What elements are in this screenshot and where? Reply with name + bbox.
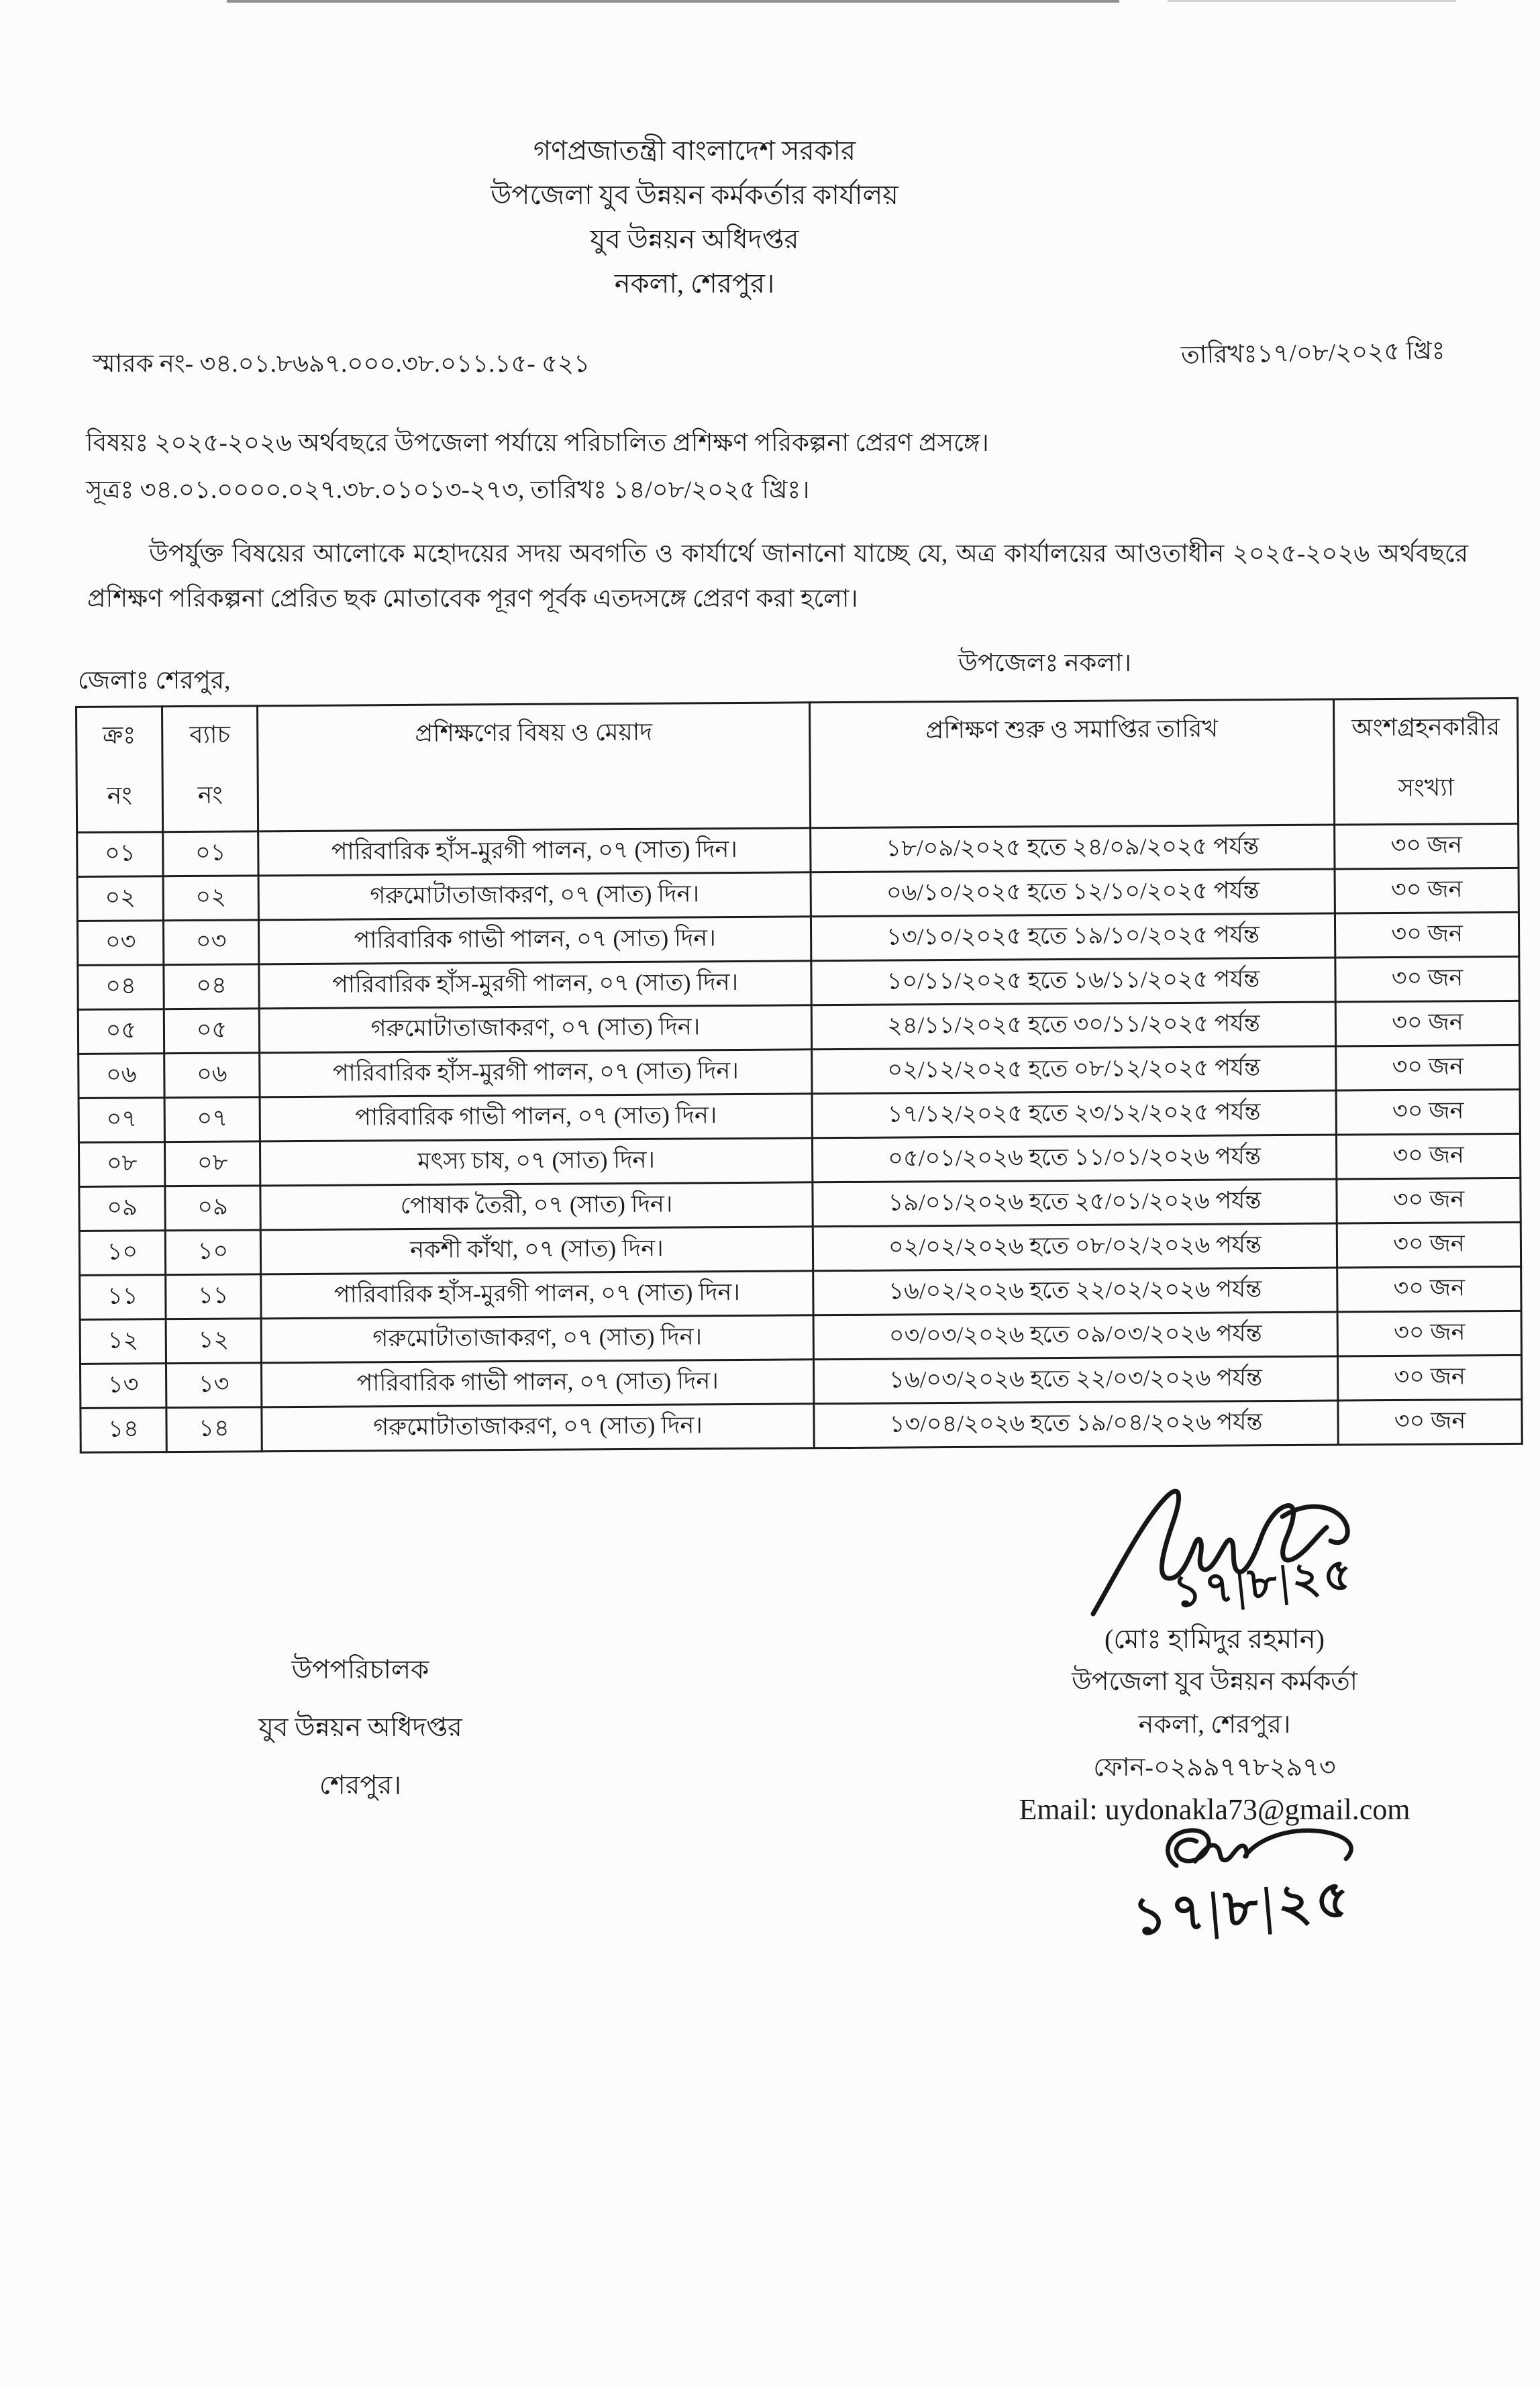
cell-serial: ০৭: [79, 1098, 164, 1143]
cell-serial: ০৮: [79, 1142, 164, 1187]
cell-participants: ৩০ জন: [1336, 1089, 1520, 1135]
handwritten-date: ১৭|৮|২৫: [1130, 1868, 1356, 1947]
memo-number: স্মারক নং- ৩৪.০১.৮৬৯৭.০০০.৩৮.০১১.১৫- ৫২১: [93, 350, 591, 378]
table-header-row: [76, 698, 1519, 832]
cell-batch: ০২: [163, 876, 258, 921]
cell-participants: ৩০ জন: [1337, 1178, 1521, 1223]
cell-dates: ১৭/১২/২০২৫ হতে ২৩/১২/২০২৫ পর্যন্ত: [812, 1090, 1336, 1138]
addressee-district: শেরপুর।: [319, 1771, 402, 1800]
signatory-block: [960, 1619, 1470, 1831]
body-paragraph: উপর্যুক্ত বিষয়ের আলোকে মহোদয়ের সদয় অবগতি ও কার্যার্থে জানানো যাচ্ছে যে, অত্র কার্যালয়ের আওতাধীন ২০২৫-২০২৬ অর্থবছরে প্রশিক্ষণ পরিকল্পনা প্রেরিত ছক মোতাবেক পূরণ পূর্বক এতদসঙ্গে প্রেরণ করা হলো।: [87, 540, 1468, 613]
cell-serial: ১১: [80, 1275, 166, 1320]
cell-subject: মৎস্য চাষ, ০৭ (সাত) দিন।: [260, 1138, 812, 1186]
cell-serial: ১৩: [80, 1364, 166, 1409]
header-serial: [76, 707, 163, 833]
cell-batch: ০৬: [164, 1053, 260, 1098]
letter-date: তারিখঃ১৭/০৮/২০২৫ খ্রিঃ: [1180, 337, 1445, 370]
cell-serial: ০৩: [77, 921, 163, 966]
cell-batch: ০৫: [164, 1009, 259, 1054]
cell-participants: ৩০ জন: [1338, 1399, 1522, 1445]
cell-participants: ৩০ জন: [1336, 1045, 1520, 1090]
letterhead: [0, 129, 1389, 306]
cell-batch: ০৭: [164, 1097, 260, 1142]
signatory-email: Email: uydonakla73@gmail.com: [1019, 1793, 1410, 1826]
cell-serial: ০৯: [79, 1186, 165, 1231]
cell-batch: ০৪: [164, 964, 259, 1009]
upazila-label: উপজেলঃ নকলা।: [958, 650, 1131, 677]
header-batch-line1: ব্যাচ: [189, 721, 231, 748]
header-dates: প্রশিক্ষণ শুরু ও সমাপ্তির তারিখ: [809, 699, 1334, 828]
cell-batch: ১৪: [166, 1407, 262, 1452]
cell-subject: পারিবারিক গাভী পালন, ০৭ (সাত) দিন।: [261, 1360, 813, 1407]
cell-subject: নকশী কাঁথা, ০৭ (সাত) দিন।: [260, 1227, 813, 1274]
cell-participants: ৩০ জন: [1337, 1355, 1521, 1401]
cell-participants: ৩০ জন: [1335, 868, 1519, 913]
signatory-designation: উপজেলা যুব উন্নয়ন কর্মকর্তা: [1072, 1668, 1357, 1696]
cell-batch: ০১: [163, 831, 258, 876]
signatory-station: নকলা, শেরপুর।: [1138, 1711, 1291, 1739]
cell-subject: পারিবারিক হাঁস-মুরগী পালন, ০৭ (সাত) দিন।: [259, 961, 811, 1009]
cell-batch: ১৩: [166, 1363, 261, 1408]
cell-participants: ৩০ জন: [1337, 1222, 1521, 1268]
cell-dates: ০৫/০১/২০২৬ হতে ১১/০১/২০২৬ পর্যন্ত: [812, 1135, 1336, 1182]
cell-serial: ০৫: [78, 1009, 164, 1054]
cell-batch: ০৮: [164, 1141, 260, 1186]
cell-dates: ১৩/১০/২০২৫ হতে ১৯/১০/২০২৫ পর্যন্ত: [811, 913, 1335, 961]
table-row: [81, 1399, 1522, 1452]
header-subject: প্রশিক্ষণের বিষয় ও মেয়াদ: [258, 703, 811, 831]
cell-dates: ০৬/১০/২০২৫ হতে ১২/১০/২০২৫ পর্যন্ত: [811, 869, 1335, 917]
cell-subject: গরুমোটাতাজাকরণ, ০৭ (সাত) দিন।: [262, 1404, 814, 1452]
reference-line: সূত্রঃ ৩৪.০১.০০০০.০২৭.৩৮.০১০১৩-২৭৩, তারিখঃ ১৪/০৮/২০২৫ খ্রিঃ।: [86, 476, 810, 504]
cell-subject: পারিবারিক হাঁস-মুরগী পালন, ০৭ (সাত) দিন।: [261, 1271, 813, 1319]
cell-subject: পারিবারিক গাভী পালন, ০৭ (সাত) দিন।: [258, 917, 811, 964]
header-batch: [162, 706, 258, 832]
cell-serial: ১৪: [81, 1408, 166, 1453]
addressee-department: যুব উন্নয়ন অধিদপ্তর: [258, 1713, 462, 1742]
cell-dates: ১৮/০৯/২০২৫ হতে ২৪/০৯/২০২৫ পর্যন্ত: [811, 825, 1335, 872]
letterhead-government: গণপ্রজাতন্ত্রী বাংলাদেশ সরকার: [533, 136, 856, 166]
cell-participants: ৩০ জন: [1337, 1266, 1521, 1312]
cell-serial: ০২: [77, 876, 163, 921]
cell-serial: ১০: [79, 1231, 165, 1276]
header-batch-line2: নং: [197, 781, 223, 809]
cell-subject: পারিবারিক হাঁস-মুরগী পালন, ০৭ (সাত) দিন।: [258, 828, 811, 876]
cell-participants: ৩০ জন: [1335, 1001, 1519, 1046]
cell-batch: ১০: [165, 1230, 260, 1275]
letterhead-department: যুব উন্নয়ন অধিদপ্তর: [590, 224, 799, 254]
district-label: জেলাঃ শেরপুর,: [78, 667, 231, 695]
handwritten-date: ১৭|৮|২৫: [1170, 1549, 1357, 1618]
addressee-title: উপপরিচালক: [291, 1656, 429, 1684]
signatory-name: (মোঃ হামিদুর রহমান): [1105, 1624, 1325, 1654]
cell-serial: ০৪: [78, 965, 164, 1010]
cell-subject: গরুমোটাতাজাকরণ, ০৭ (সাত) দিন।: [258, 872, 811, 920]
cell-participants: ৩০ জন: [1335, 912, 1519, 958]
cell-dates: ২৪/১১/২০২৫ হতে ৩০/১১/২০২৫ পর্যন্ত: [811, 1002, 1335, 1050]
header-participants-line2: সংখ্যা: [1398, 774, 1455, 801]
header-participants-line1: অংশগ্রহনকারীর: [1351, 713, 1500, 742]
scan-edge-artifact: [227, 0, 1119, 3]
cell-subject: পারিবারিক গাভী পালন, ০৭ (সাত) দিন।: [260, 1094, 812, 1141]
scan-edge-artifact: [1168, 0, 1456, 2]
signatory-phone: ফোন-০২৯৯৭৭৮২৯৭৩: [1093, 1753, 1336, 1782]
cell-dates: ১৯/০১/২০২৬ হতে ২৫/০১/২০২৬ পর্যন্ত: [813, 1179, 1337, 1227]
header-serial-line1: ক্রঃ: [102, 721, 136, 749]
cell-participants: ৩০ জন: [1337, 1311, 1521, 1356]
cell-dates: ০২/০২/২০২৬ হতে ০৮/০২/২০২৬ পর্যন্ত: [813, 1223, 1337, 1271]
header-serial-line2: নং: [107, 782, 132, 809]
cell-participants: ৩০ জন: [1335, 823, 1519, 869]
cell-serial: ০১: [77, 832, 163, 877]
cell-subject: পোষাক তৈরী, ০৭ (সাত) দিন।: [260, 1182, 813, 1230]
header-participants: [1333, 698, 1518, 825]
cell-dates: ০৩/০৩/২০২৬ হতে ০৯/০৩/২০২৬ পর্যন্ত: [813, 1312, 1337, 1360]
cell-participants: ৩০ জন: [1336, 1133, 1520, 1179]
cell-serial: ১২: [80, 1319, 166, 1364]
cell-batch: ১১: [166, 1274, 261, 1319]
cell-dates: ১৬/০৩/২০২৬ হতে ২২/০৩/২০২৬ পর্যন্ত: [813, 1356, 1337, 1404]
cell-serial: ০৬: [79, 1054, 164, 1099]
cell-dates: ১৩/০৪/২০২৬ হতে ১৯/০৪/২০২৬ পর্যন্ত: [814, 1401, 1338, 1448]
cell-dates: ১৬/০২/২০২৬ হতে ২২/০২/২০২৬ পর্যন্ত: [813, 1268, 1337, 1315]
cell-subject: পারিবারিক হাঁস-মুরগী পালন, ০৭ (সাত) দিন।: [260, 1050, 812, 1097]
cell-subject: গরুমোটাতাজাকরণ, ০৭ (সাত) দিন।: [261, 1315, 813, 1363]
letterhead-office: উপজেলা যুব উন্নয়ন কর্মকর্তার কার্যালয়: [491, 180, 899, 210]
cell-dates: ০২/১২/২০২৫ হতে ০৮/১২/২০২৫ পর্যন্ত: [812, 1046, 1336, 1094]
addressee-block: [206, 1641, 515, 1815]
letterhead-location: নকলা, শেরপুর।: [614, 268, 775, 299]
cell-dates: ১০/১১/২০২৫ হতে ১৬/১১/২০২৫ পর্যন্ত: [811, 958, 1335, 1005]
cell-participants: ৩০ জন: [1335, 956, 1519, 1002]
cell-batch: ০৩: [163, 920, 258, 965]
cell-subject: গরুমোটাতাজাকরণ, ০৭ (সাত) দিন।: [259, 1005, 811, 1053]
subject-line: বিষয়ঃ ২০২৫-২০২৬ অর্থবছরে উপজেলা পর্যায়ে পরিচালিত প্রশিক্ষণ পরিকল্পনা প্রেরণ প্রসঙ্গে।: [86, 429, 989, 457]
cell-batch: ১২: [166, 1319, 261, 1364]
cell-batch: ০৯: [165, 1186, 260, 1231]
training-schedule-table: [75, 697, 1521, 1454]
